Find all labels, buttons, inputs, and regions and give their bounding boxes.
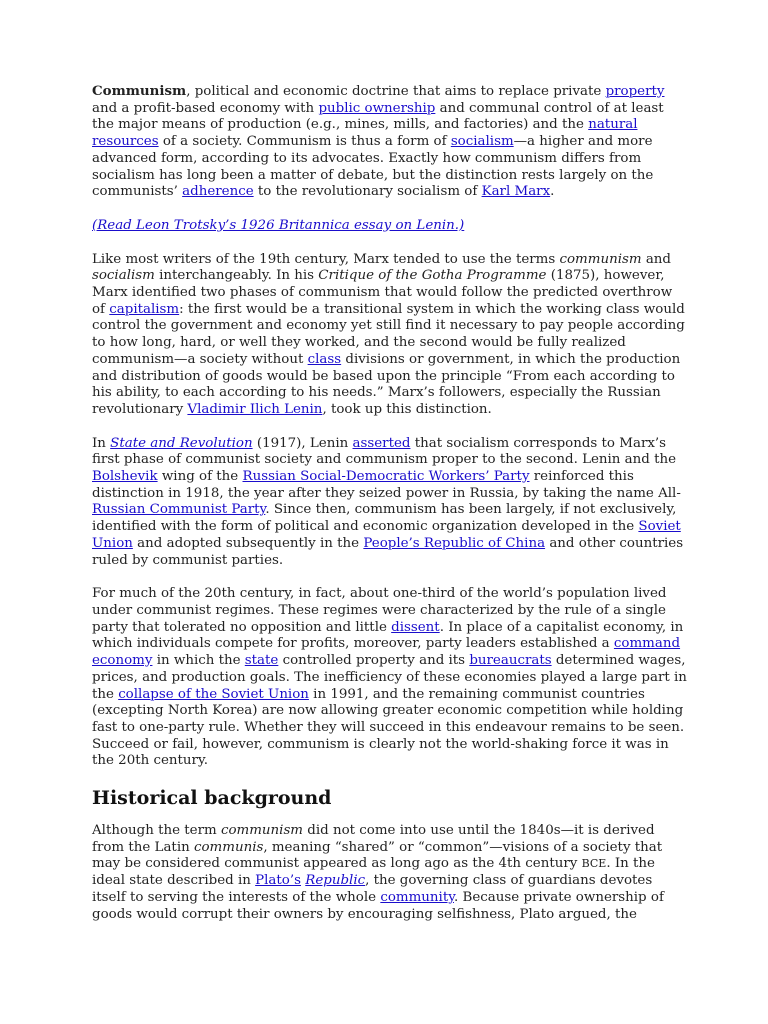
link-lenin[interactable]: Vladimir Ilich Lenin — [187, 401, 323, 417]
link-soviet-union[interactable]: Soviet Union — [92, 519, 681, 551]
link-republic[interactable]: Republic — [305, 873, 366, 889]
link-karl-marx[interactable]: Karl Marx — [481, 184, 551, 200]
intro-paragraph: Communism, political and economic doctrine that aims to replace private property and a profit-based economy with public ownership and communal control of at least the major means of production (e.g., mines, mills, and factories) and the natural resources of a society. Communism is thus a form of socialism—a higher and more advanced form, according to its advocates. Exactly how communism differs from socialism has long been a matter of debate, but the distinction rests largely on the communists’ adherence to the revolutionary socialism of Karl Marx. — [92, 83, 665, 200]
link-class[interactable]: class — [307, 351, 342, 367]
lenin-paragraph: In State and Revolution (1917), Lenin asserted that socialism corresponds to Marx’s first phase of communist society and communism proper to the second. Lenin and the Bolshevik wing of the Russian Social-Democratic Workers’ Party reinforced this distinction in 1918, the year after they seized power in Russia, by taking the name All-Russian Communist Party. Since then, communism has been largely, if not exclusively, identified with the form of political and economic organization developed in the Soviet Union and adopted subsequently in the People’s Republic of China and other countries ruled by communist parties. — [92, 435, 684, 568]
marx-phases-paragraph: Like most writers of the 19th century, Marx tended to use the terms communism and socialism interchangeably. In his Critique of the Gotha Programme (1875), however, Marx identified two phases of communism that would follow the predicted overthrow of capitalism: the first would be a transitional system in which the working class would control the government and economy yet still find it necessary to pay people according to how long, hard, or well they worked, and the second would be fully realized communism—a society without class divisions or government, in which the production and distribution of goods would be based upon the principle “From each according to his ability, to each according to his needs.” Marx’s followers, especially the Russian revolutionary Vladimir Ilich Lenin, took up this distinction. — [92, 251, 685, 417]
link-dissent[interactable]: dissent — [391, 619, 440, 635]
link-natural-resources[interactable]: natural resources — [92, 117, 638, 150]
link-plato[interactable]: Plato’s — [255, 873, 301, 889]
link-public-ownership[interactable]: public ownership — [318, 100, 436, 116]
twentieth-century-paragraph: For much of the 20th century, in fact, about one-third of the world’s population lived under communist regimes. These regimes were characterized by the rule of a single party that tolerated no opposition and little dissent. In place of a capitalist economy, in which individuals compete for profits, moreover, party leaders established a command economy in which the state controlled property and its bureaucrats determined wages, prices, and production goals. The inefficiency of these economies played a large part in the collapse of the Soviet Union in 1991, and the remaining communist countries (excepting North Korea) are now allowing greater economic competition while holding fast to one-party rule. Whether they will succeed in this endeavour remains to be seen. Succeed or fail, however, communism is clearly not the world-shaking force it was in the 20th century. — [92, 586, 687, 769]
article-term: Communism — [92, 83, 187, 99]
link-state[interactable]: state — [244, 653, 279, 669]
link-community[interactable]: community — [380, 889, 454, 905]
link-adherence[interactable]: adherence — [182, 184, 254, 200]
link-command-economy[interactable]: command economy — [92, 636, 681, 669]
section-heading: Historical background — [92, 787, 332, 810]
link-russian-communist-party[interactable]: Russian Communist Party — [92, 502, 266, 518]
link-asserted[interactable]: asserted — [352, 435, 411, 451]
link-socialism[interactable]: socialism — [450, 134, 514, 150]
link-bolshevik[interactable]: Bolshevik — [92, 469, 158, 485]
link-state-and-revolution[interactable]: State and Revolution — [110, 435, 253, 451]
link-peoples-republic-of-china[interactable]: People’s Republic of China — [363, 535, 546, 551]
era-abbreviation: BCE — [581, 857, 607, 871]
link-bureaucrats[interactable]: bureaucrats — [469, 653, 552, 669]
link-russian-social-democratic-workers-party[interactable]: Russian Social-Democratic Workers’ Party — [242, 469, 530, 485]
link-capitalism[interactable]: capitalism — [109, 301, 180, 317]
historical-background-paragraph: Although the term communism did not come into use until the 1840s—it is derived from the Latin communis, meaning “shared” or “common”—visions of a society that may be considered communist appeared as long ago as the 4th century BCE. In the ideal state described in Plato’s Republic, the governing class of guardians devotes itself to serving the interests of the whole community. Because private ownership of goods would corrupt their owners by encouraging selfishness, Plato argued, the — [92, 823, 664, 922]
link-property[interactable]: property — [605, 84, 665, 99]
link-trotsky-essay[interactable]: (Read Leon Trotsky’s 1926 Britannica essay on Lenin.) — [92, 217, 465, 233]
trotsky-essay-paragraph — [92, 218, 688, 235]
link-collapse-of-the-soviet-union[interactable]: collapse of the Soviet Union — [118, 686, 309, 702]
